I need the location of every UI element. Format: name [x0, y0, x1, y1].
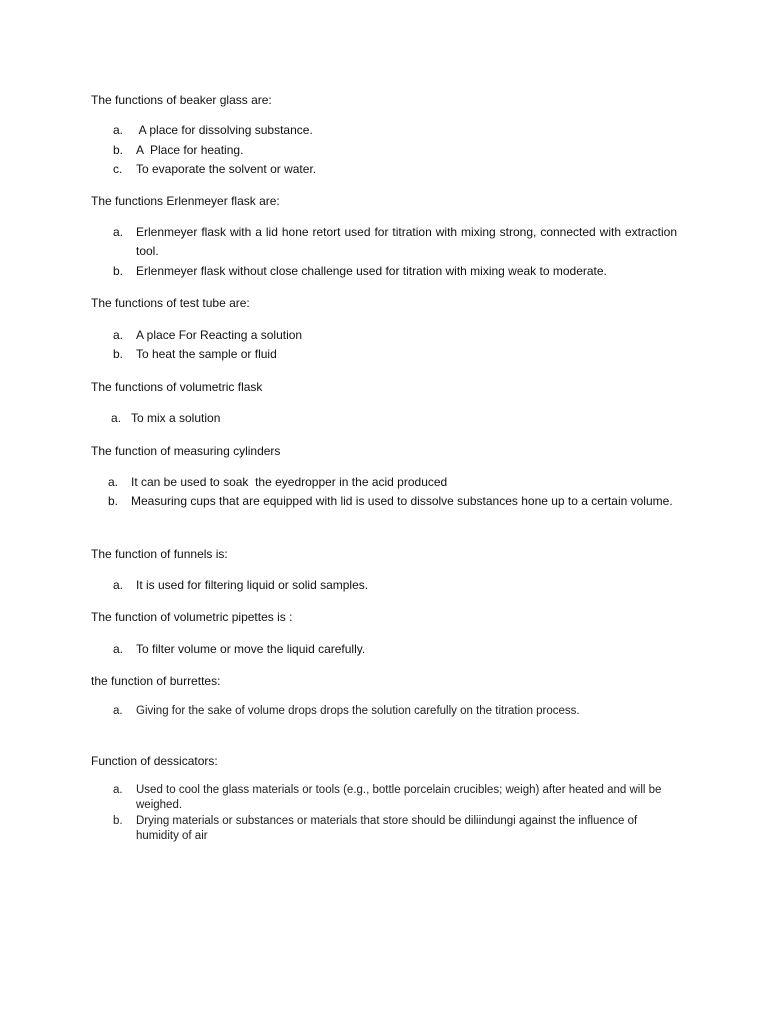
section-heading-burrettes: the function of burrettes: — [91, 674, 221, 688]
list-text: A place For Reacting a solution — [136, 328, 303, 342]
list-marker: c. — [113, 162, 123, 176]
list-marker: b. — [113, 143, 124, 157]
list-text: Used to cool the glass materials or tools (e.g., bottle porcelain crucibles; weigh) after heated and will be weighed. — [136, 784, 662, 811]
list-marker: b. — [113, 264, 124, 278]
list-text: A Place for heating. — [136, 143, 244, 157]
list-marker: a. — [108, 475, 119, 489]
section-heading-funnels: The function of funnels is: — [91, 547, 228, 561]
list-text: To mix a solution — [131, 411, 221, 425]
list-marker: b. — [113, 347, 124, 361]
list-text: To evaporate the solvent or water. — [136, 162, 317, 176]
list-marker: a. — [111, 411, 122, 425]
list-text: Measuring cups that are equipped with lid is used to dissolve substances hone up to a certain volume. — [131, 494, 673, 508]
list-marker: a. — [113, 123, 124, 137]
section-heading-test-tube: The functions of test tube are: — [91, 296, 250, 310]
list-text: Erlenmeyer flask without close challenge used for titration with mixing weak to moderate. — [136, 264, 607, 278]
list-marker: a. — [113, 328, 124, 342]
list-text: To heat the sample or fluid — [136, 347, 277, 361]
list-text: A place for dissolving substance. — [136, 123, 313, 137]
section-heading-beaker-glass: The functions of beaker glass are: — [91, 93, 272, 107]
section-heading-measuring-cylinders: The function of measuring cylinders — [91, 444, 281, 458]
list-marker: a. — [113, 225, 124, 239]
list-marker: b. — [108, 494, 119, 508]
list-marker: a. — [113, 705, 123, 717]
list-text: Giving for the sake of volume drops drops the solution carefully on the titration process. — [136, 705, 580, 717]
section-heading-volumetric-flask: The functions of volumetric flask — [91, 380, 263, 394]
list-text: Erlenmeyer flask with a lid hone retort used for titration with mixing strong, connected with extraction tool. — [136, 225, 677, 258]
section-heading-volumetric-pipettes: The function of volumetric pipettes is : — [91, 610, 293, 624]
list-marker: a. — [113, 578, 124, 592]
list-text: To filter volume or move the liquid carefully. — [136, 642, 366, 656]
section-heading-dessicators: Function of dessicators: — [91, 754, 218, 768]
list-text: It can be used to soak the eyedropper in the acid produced — [131, 475, 448, 489]
list-text: It is used for filtering liquid or solid samples. — [136, 578, 369, 592]
list-text: Drying materials or substances or materials that store should be diliindungi against the influence of humidity of air — [136, 815, 638, 842]
list-marker: a. — [113, 642, 124, 656]
list-marker: a. — [113, 784, 123, 796]
section-heading-erlenmeyer-flask: The functions Erlenmeyer flask are: — [91, 194, 280, 208]
list-marker: b. — [113, 815, 123, 827]
